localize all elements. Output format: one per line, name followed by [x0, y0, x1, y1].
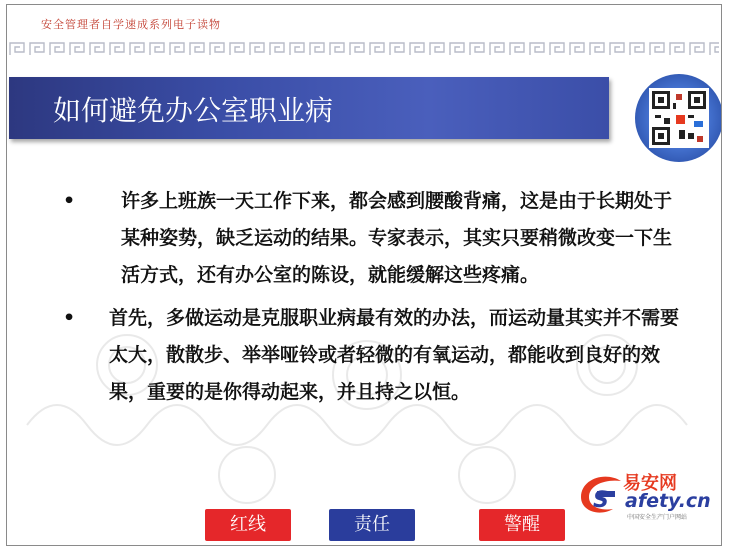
- paragraph-2: [57, 300, 687, 411]
- slide-frame: [6, 4, 722, 546]
- logo-chinese-name: 易安网: [623, 473, 677, 494]
- paragraph-text: 首先，多做运动是克服职业病最有效的办法，而运动量其实并不需要太大，散散步、举举哑铃或者轻微的有氧运动，都能收到良好的效果，重要的是你得动起来，并且持之以恒。: [109, 307, 680, 403]
- footer-button-hongxian[interactable]: 红线: [205, 509, 291, 541]
- title-bar: [9, 77, 609, 139]
- slide-content: [57, 183, 687, 417]
- svg-text:S: S: [593, 488, 609, 513]
- paragraph-text: 许多上班族一天工作下来，都会感到腰酸背痛，这是由于长期处于某种姿势，缺乏运动的结果。专家表示，其实只要稍微改变一下生活方式，还有办公室的陈设，就能缓解这些疼痛。: [121, 190, 673, 286]
- bullet-icon: •: [63, 307, 76, 329]
- qr-code-badge: [635, 74, 722, 162]
- logo-english-name: afety.cn: [625, 490, 711, 512]
- fret-border-decoration: [9, 41, 719, 57]
- logo-subtitle: 中国安全生产门户网站: [627, 514, 688, 521]
- slide-title: 如何避免办公室职业病: [53, 94, 334, 127]
- footer-button-jingxing[interactable]: 警醒: [479, 509, 565, 541]
- safety-cn-logo: [575, 467, 715, 523]
- footer-button-zeren[interactable]: 责任: [329, 509, 415, 541]
- bullet-icon: •: [63, 190, 76, 212]
- series-header: 安全管理者自学速成系列电子读物: [41, 18, 221, 31]
- paragraph-1: [57, 183, 687, 294]
- logo-swoosh-icon: [575, 473, 625, 517]
- qr-code-icon: [649, 88, 709, 148]
